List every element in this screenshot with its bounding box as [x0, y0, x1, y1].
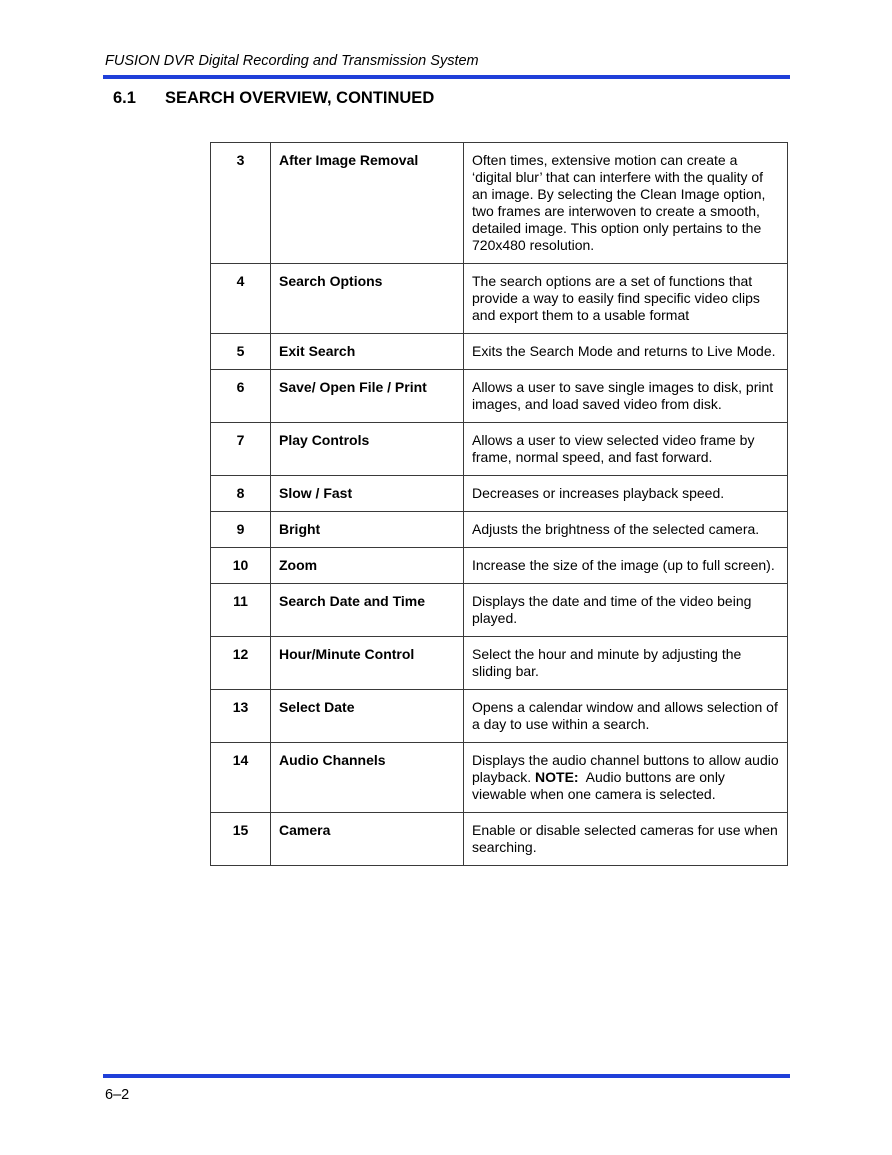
row-description: Enable or disable selected cameras for use when searching.: [464, 813, 788, 866]
search-features-table: [210, 142, 788, 866]
row-term: Play Controls: [271, 423, 464, 476]
header-rule: [103, 75, 790, 79]
table-row: [211, 690, 788, 743]
row-description: Increase the size of the image (up to full screen).: [464, 548, 788, 584]
row-description: The search options are a set of functions that provide a way to easily find specific video clips and export them to a usable format: [464, 264, 788, 334]
table-row: [211, 143, 788, 264]
table-row: [211, 548, 788, 584]
row-term: Save/ Open File / Print: [271, 370, 464, 423]
row-number: 7: [211, 423, 271, 476]
table-row: [211, 637, 788, 690]
row-term: Zoom: [271, 548, 464, 584]
row-description: Allows a user to save single images to disk, print images, and load saved video from disk.: [464, 370, 788, 423]
row-term: Slow / Fast: [271, 476, 464, 512]
row-description: Displays the date and time of the video being played.: [464, 584, 788, 637]
table-row: [211, 512, 788, 548]
row-number: 11: [211, 584, 271, 637]
row-description: Opens a calendar window and allows selection of a day to use within a search.: [464, 690, 788, 743]
row-term: After Image Removal: [271, 143, 464, 264]
description-text: Audio buttons are only viewable when one camera is selected.: [472, 769, 729, 802]
section-number: 6.1: [113, 89, 136, 107]
row-description: [464, 743, 788, 813]
table-row: [211, 584, 788, 637]
page-number: 6–2: [105, 1087, 130, 1103]
row-number: 14: [211, 743, 271, 813]
row-number: 10: [211, 548, 271, 584]
row-description: Select the hour and minute by adjusting the sliding bar.: [464, 637, 788, 690]
row-description: Decreases or increases playback speed.: [464, 476, 788, 512]
description-text: Displays the audio channel buttons to allow audio playback.: [472, 752, 779, 785]
row-term: Bright: [271, 512, 464, 548]
table-row: [211, 264, 788, 334]
row-term: Select Date: [271, 690, 464, 743]
row-description: Allows a user to view selected video frame by frame, normal speed, and fast forward.: [464, 423, 788, 476]
row-term: Search Options: [271, 264, 464, 334]
table-row: [211, 813, 788, 866]
row-number: 3: [211, 143, 271, 264]
table-row: [211, 370, 788, 423]
table-row: [211, 743, 788, 813]
row-number: 13: [211, 690, 271, 743]
row-term: Hour/Minute Control: [271, 637, 464, 690]
row-term: Exit Search: [271, 334, 464, 370]
row-description: Often times, extensive motion can create a ‘digital blur’ that can interfere with the quality of an image. By selecting the Clean Image option, two frames are interwoven to create a smooth, detailed image. This option only pertains to the 720x480 resolution.: [464, 143, 788, 264]
row-number: 6: [211, 370, 271, 423]
note-label: NOTE:: [535, 769, 579, 785]
row-description: Adjusts the brightness of the selected camera.: [464, 512, 788, 548]
section-title: SEARCH OVERVIEW, CONTINUED: [165, 89, 435, 107]
row-number: 5: [211, 334, 271, 370]
row-number: 15: [211, 813, 271, 866]
row-description: Exits the Search Mode and returns to Live Mode.: [464, 334, 788, 370]
footer-rule: [103, 1074, 790, 1078]
row-number: 9: [211, 512, 271, 548]
row-term: Audio Channels: [271, 743, 464, 813]
row-number: 8: [211, 476, 271, 512]
running-header-title: FUSION DVR Digital Recording and Transmission System: [105, 53, 479, 69]
section-heading: [113, 88, 434, 108]
table-row: [211, 423, 788, 476]
table-row: [211, 476, 788, 512]
row-number: 4: [211, 264, 271, 334]
table-row: [211, 334, 788, 370]
row-term: Search Date and Time: [271, 584, 464, 637]
row-term: Camera: [271, 813, 464, 866]
row-number: 12: [211, 637, 271, 690]
